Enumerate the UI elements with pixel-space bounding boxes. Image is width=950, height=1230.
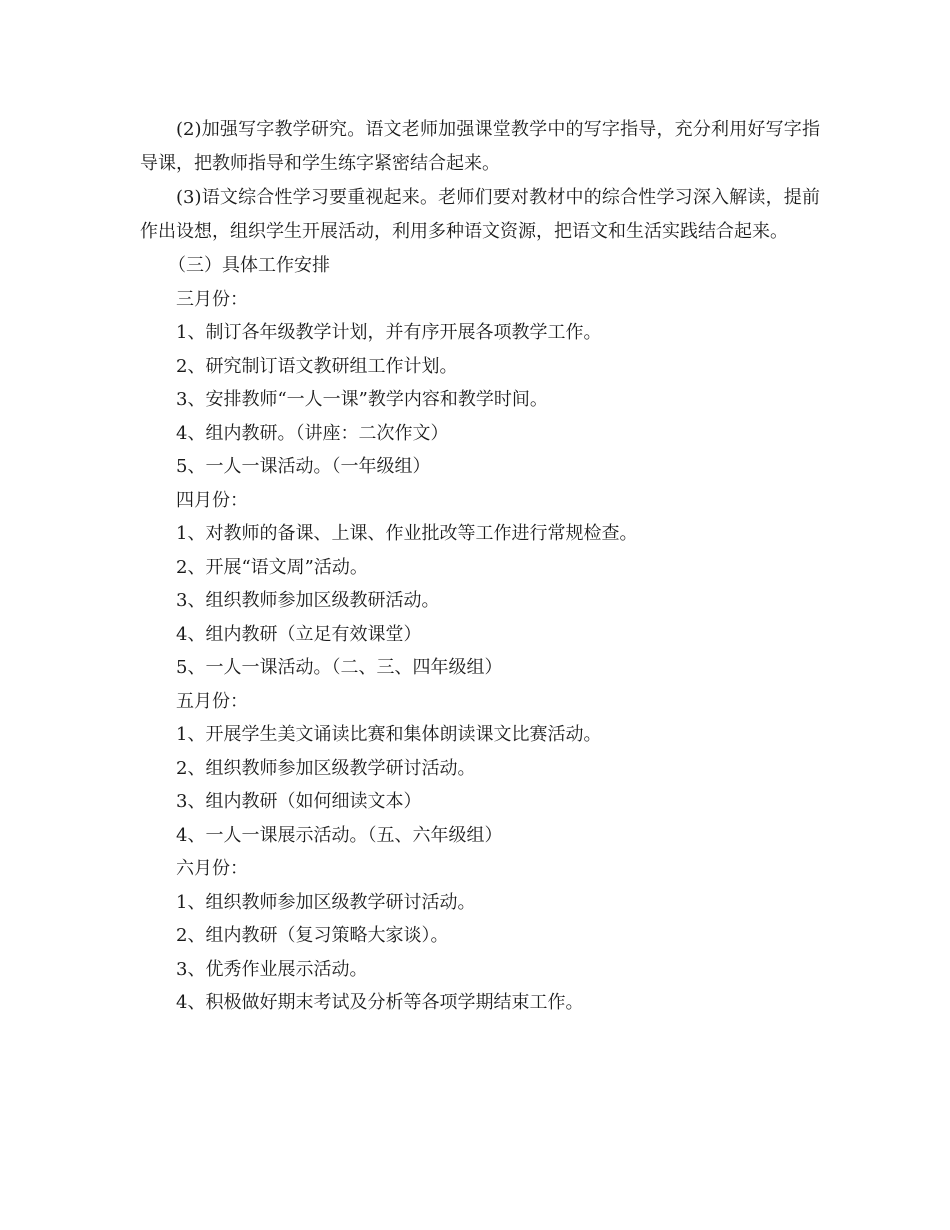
list-item: 3、组内教研（如何细读文本）: [176, 791, 422, 812]
list-item: 2、组织教师参加区级教学研讨活动。: [176, 757, 476, 779]
list-item: 1、对教师的备课、上课、作业批改等工作进行常规检查。: [176, 523, 638, 544]
list-item: 3、安排教师“一人一课”教学内容和教学时间。: [176, 389, 548, 410]
list-item: 5、一人一课活动。（二、三、四年级组）: [176, 657, 503, 678]
list-item: 4、组内教研。（讲座：二次作文）: [176, 422, 449, 444]
list-item: 2、研究制订语文教研组工作计划。: [176, 355, 458, 377]
list-item: 1、开展学生美文诵读比赛和集体朗读课文比赛活动。: [176, 724, 602, 745]
month-title-march: 三月份：: [176, 288, 248, 310]
section-heading: （三）具体工作安排: [168, 255, 330, 276]
list-item: 3、组织教师参加区级教研活动。: [176, 590, 440, 611]
list-item: 1、制订各年级教学计划，并有序开展各项教学工作。: [176, 322, 602, 343]
month-title-june: 六月份：: [176, 858, 248, 879]
list-item: 4、一人一课展示活动。（五、六年级组）: [176, 824, 503, 846]
list-item: 4、积极做好期末考试及分析等各项学期结束工作。: [176, 992, 584, 1013]
list-item: 2、组内教研（复习策略大家谈）。: [176, 925, 449, 946]
paragraph-comprehensive-learning: (3)语文综合性学习要重视起来。老师们要对教材中的综合性学习深入解读，提前作出设想，组织学生开展活动，利用多种语文资源，把语文和生活实践结合起来。: [140, 187, 820, 242]
paragraph-writing-research: (2)加强写字教学研究。语文老师加强课堂教学中的写字指导，充分利用好写字指导课，把教师指导和学生练字紧密结合起来。: [140, 119, 820, 174]
month-title-may: 五月份：: [176, 690, 248, 712]
list-item: 1、组织教师参加区级教学研讨活动。: [176, 891, 476, 913]
list-item: 2、开展“语文周”活动。: [176, 556, 368, 578]
month-title-april: 四月份：: [176, 489, 248, 511]
document-page: [140, 113, 820, 1020]
list-item: 3、优秀作业展示活动。: [176, 958, 368, 980]
list-item: 5、一人一课活动。（一年级组）: [176, 456, 431, 477]
list-item: 4、组内教研（立足有效课堂）: [176, 623, 422, 645]
